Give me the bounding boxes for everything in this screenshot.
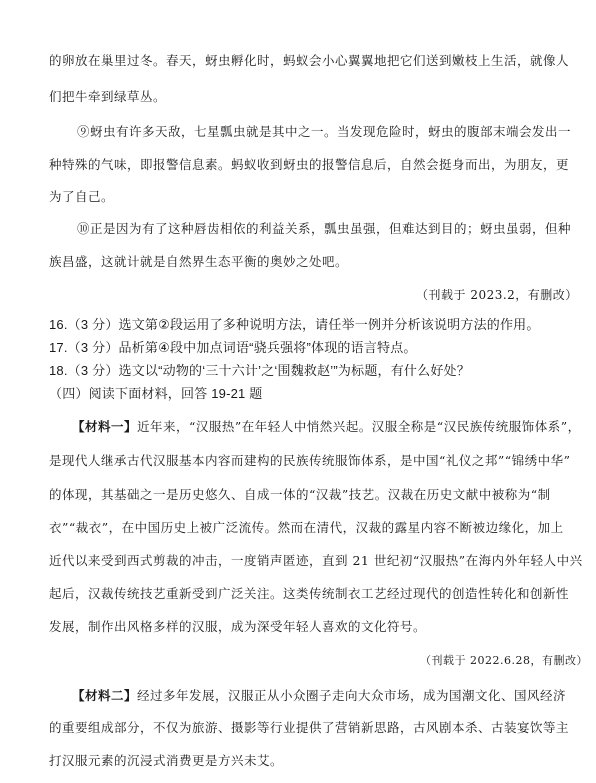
- material-1-first-line: [72, 419, 581, 435]
- material-2-line: 的重要组成部分，不仅为旅游、摄影等行业提供了营销新思路，古风剧本杀、古装宴饮等主: [49, 720, 570, 735]
- material-1-line: 的体现，其基础之一是历史悠久、自成一体的“汉裁”技艺。汉裁在历史文献中被称为“制: [49, 487, 551, 502]
- article-source: （刊载于 2023.2，有删改）: [416, 288, 578, 302]
- question-16: 16.（3 分）选文第②段运用了多种说明方法，请任举一例并分析该说明方法的作用。: [49, 317, 540, 332]
- paragraph-9-line: 为了自己。: [49, 189, 115, 204]
- material-2-line: 经过多年发展，汉服正从小众圈子走向大众市场，成为国潮文化、国风经济: [137, 688, 567, 703]
- material-1-line: 起后，汉裁传统技艺重新受到广泛关注。这类传统制衣工艺经过现代的创造性转化和创新性: [49, 586, 570, 601]
- material-1-line: 是现代人继承古代汉服基本内容而建构的民族传统服饰体系，是中国“礼仪之邦”“锦绣中华”: [49, 453, 571, 468]
- article-line: 的卵放在巢里过冬。春天，蚜虫孵化时，蚂蚁会小心翼翼地把它们送到嫩枝上生活，就像人: [49, 53, 570, 68]
- material-2-label: 【材料二】: [72, 688, 138, 703]
- material-1-label: 【材料一】: [72, 419, 138, 434]
- material-1-source: （刊载于 2022.6.28，有删改）: [420, 654, 588, 667]
- section-heading: （四）阅读下面材料，回答 19-21 题: [49, 386, 263, 401]
- material-1-line: 近年来，“汉服热”在年轻人中悄然兴起。汉服全称是“汉民族传统服饰体系”，: [137, 419, 581, 434]
- material-1-line: 近代以来受到西式剪裁的冲击，一度销声匿迹，直到 21 世纪初“汉服热”在海内外年轻人中兴: [49, 553, 583, 568]
- paragraph-9-line: ⑨蚜虫有许多天敌，七星瓢虫就是其中之一。当发现危险时，蚜虫的腹部末端会发出一: [77, 124, 572, 139]
- material-2-line: 打汉服元素的沉浸式消费更是方兴未艾。: [49, 753, 284, 768]
- paragraph-9-line: 种特殊的气味，即报警信息素。蚂蚁收到蚜虫的报警信息后，自然会挺身而出，为朋友，更: [49, 157, 570, 172]
- material-2-first-line: [72, 688, 566, 704]
- article-line: 们把牛牵到绿草丛。: [49, 89, 167, 104]
- question-18: 18.（3 分）选文以“动物的‘三十六计’之‘围魏救赵’”为标题，有什么好处？: [49, 363, 470, 378]
- paragraph-10-line: 族昌盛，这就计就是自然界生态平衡的奥妙之处吧。: [49, 254, 349, 269]
- question-17: 17.（3 分）品析第④段中加点词语“骁兵强将”体现的语言特点。: [49, 340, 417, 355]
- material-1-line: 衣”“裁衣”，在中国历史上被广泛流传。然而在清代，汉裁的露星内容不断被边缘化，加上: [49, 520, 564, 535]
- paragraph-10-line: ⑩正是因为有了这种唇齿相依的利益关系，瓢虫虽强，但难达到目的；蚜虫虽弱，但种: [77, 221, 572, 236]
- material-1-line: 发展，制作出风格多样的汉服，成为深受年轻人喜欢的文化符号。: [49, 619, 427, 634]
